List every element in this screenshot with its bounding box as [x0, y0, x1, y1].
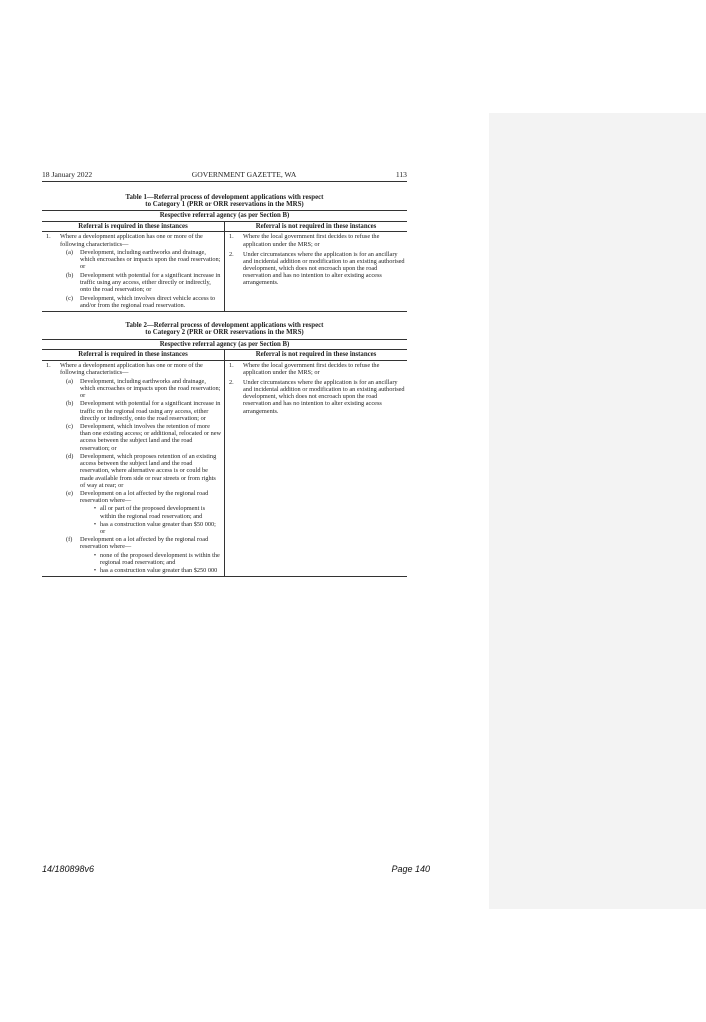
list-item: (b) Development with potential for a significant increase in traffic using any access, either directly or indirectly, onto the road reservation; or — [66, 271, 221, 294]
table-2-not-required-cell — [225, 360, 408, 576]
table-1-right-header: Referral is not required in these instances — [225, 221, 408, 232]
list-item: (f) Development on a lot affected by the regional road reservation where— • none of the proposed development is within the regional road reservation; and • has a construction value greater than $250 000 — [66, 536, 222, 574]
gazette-header — [42, 171, 407, 182]
gazette-page-number: 113 — [395, 170, 407, 179]
list-item: (d) Development, which proposes retention of an existing access between the subject land and the road reservation, where alternative access is or could be made available from side or rear streets or from rights of way at rear; or — [66, 453, 217, 489]
page-footer — [42, 864, 430, 874]
table-1-required-cell — [42, 232, 225, 312]
list-item: (c) Development, which involves the retention of more than one existing access; or additional, relocated or new access between the subject land and the road reservation; or — [66, 423, 222, 452]
bullet-item: • has a construction value greater than $250 000 — [90, 567, 222, 574]
table-1-left-header: Referral is required in these instances — [42, 221, 225, 232]
table-2-left-header: Referral is required in these instances — [42, 350, 225, 361]
gazette-title: GOVERNMENT GAZETTE, WA — [191, 170, 297, 179]
list-item: 1. Where the local government first decides to refuse the application under the MRS; or — [229, 361, 380, 376]
bullet-icon: • — [93, 566, 97, 574]
table-2-right-header: Referral is not required in these instances — [225, 350, 408, 361]
bullet-icon: • — [93, 551, 97, 559]
table-2-agency-header: Respective referral agency (as per Section B) — [42, 339, 407, 350]
page-number: Page 140 — [391, 864, 430, 874]
bullet-item: • all or part of the proposed development is within the regional road reservation; and — [90, 505, 222, 519]
table-2 — [42, 339, 407, 577]
list-item: 1. Where the local government first decides to refuse the application under the MRS; or — [229, 233, 380, 248]
gazette-date: 18 January 2022 — [42, 170, 93, 179]
bullet-icon: • — [93, 505, 97, 513]
table-1-title: Table 1—Referral process of development applications with respect to Category 1 (PRR or ORR reservations in the MRS) — [125, 193, 324, 208]
list-item: 1. Where a development application has one or more of the following characteristics— (a) Development, including earthworks and drainage, which encroaches or impacts upon the road reservation; or (b) Development with potential for a significant increase in traffic on the regional road using any access, either directly or indirectly, onto the road reservation; or (c) Development, which involves the retention of more than one existing access; or additional, relocated or new access between the subject land and the road reservation; or (d) Development, which proposes retention of an existing access between the subject land and the road reservation, where alternative access is or could be made available from side or rear streets or from rights of way at rear; or (e) Development on a lot affected by the regional road reservation where— • all or part of the proposed development is within the regional road reservation; and • has a construction value greater than $50 000; or (f) Development on a lot affected by the regional road reservation where— • none of the proposed development is within the regional road reservation; and • has a construction value greater than $250 000 — [46, 361, 222, 574]
bullet-item: • has a construction value greater than $50 000; or — [90, 521, 222, 535]
list-item: 2. Under circumstances where the application is for an ancillary and incidental addition or modification to an existing authorised development, which does not encroach upon the road reservation and has no intention to alter existing access arrangements. — [229, 379, 405, 415]
document-reference: 14/180898v6 — [42, 864, 95, 874]
list-item: (e) Development on a lot affected by the regional road reservation where— • all or part of the proposed development is within the regional road reservation; and • has a construction value greater than $50 000; or — [66, 490, 222, 535]
side-panel — [489, 113, 706, 909]
table-2-title: Table 2—Referral process of development applications with respect to Category 2 (PRR or ORR reservations in the MRS) — [125, 322, 324, 337]
table-1-agency-header: Respective referral agency (as per Section B) — [42, 211, 407, 222]
list-item: (b) Development with potential for a significant increase in traffic on the regional road using any access, either directly or indirectly, onto the road reservation; or — [66, 400, 221, 422]
list-item: (c) Development, which involves direct vehicle access to and/or from the regional road reservation. — [66, 294, 216, 309]
table-1-not-required-cell — [225, 232, 408, 312]
list-item: 2. Under circumstances where the application is for an ancillary and incidental addition or modification to an existing authorised development, which does not encroach upon the road reservation and has no intention to alter existing access arrangements. — [229, 250, 405, 287]
list-item: 1. Where a development application has one or more of the following characteristics— (a) Development, including earthworks and drainage, which encroaches or impacts upon the road reservation; or (b) Development with potential for a significant increase in traffic using any access, either directly or indirectly, onto the road reservation; or (c) Development, which involves direct vehicle access to and/or from the regional road reservation. — [46, 233, 221, 309]
gazette-page-excerpt — [42, 171, 407, 577]
table-1 — [42, 210, 407, 312]
bullet-item: • none of the proposed development is within the regional road reservation; and — [90, 552, 222, 566]
list-item: (a) Development, including earthworks and drainage, which encroaches or impacts upon the road reservation; or — [66, 377, 221, 399]
bullet-icon: • — [93, 520, 97, 528]
list-item: (a) Development, including earthworks and drainage, which encroaches or impacts upon the road reservation; or — [66, 249, 221, 271]
table-2-required-cell — [42, 360, 225, 576]
